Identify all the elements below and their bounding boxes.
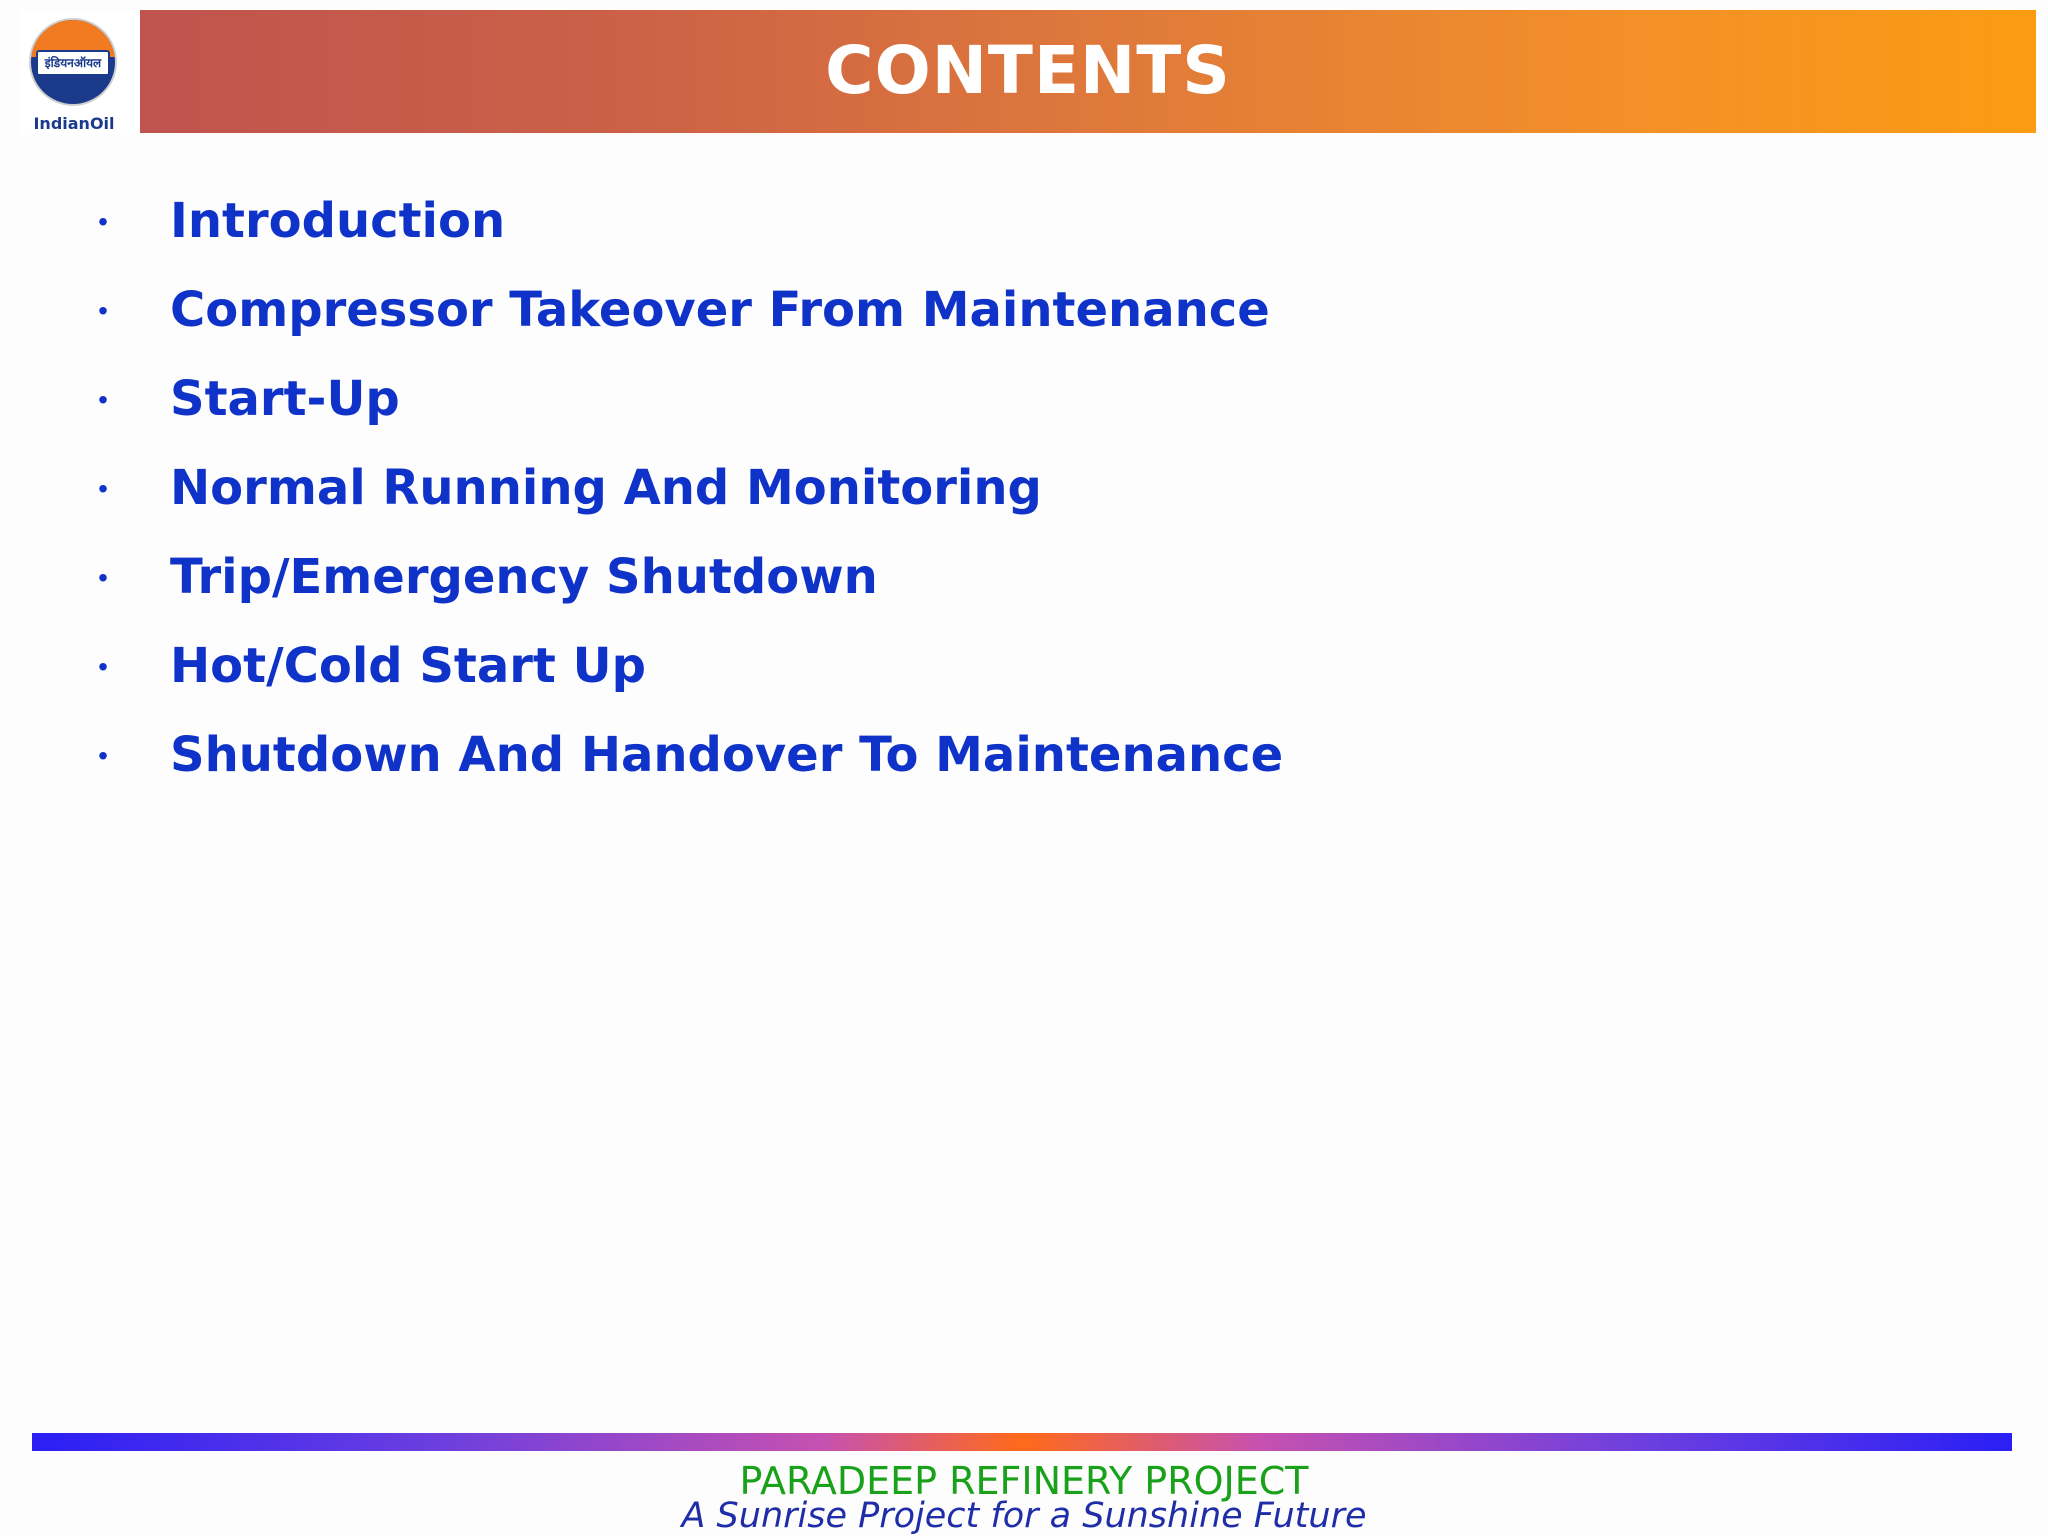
list-item-label: Introduction bbox=[170, 193, 506, 249]
list-item bbox=[0, 541, 1400, 621]
bullet-icon: • bbox=[98, 384, 108, 415]
logo-brand-text: IndianOil bbox=[33, 114, 115, 133]
list-item-label: Hot/Cold Start Up bbox=[170, 638, 646, 694]
list-item-label: Compressor Takeover From Maintenance bbox=[170, 282, 1270, 338]
list-item bbox=[0, 452, 1400, 532]
bullet-icon: • bbox=[98, 206, 108, 237]
bullet-icon: • bbox=[98, 562, 108, 593]
footer-tagline: A Sunrise Project for a Sunshine Future bbox=[681, 1496, 1367, 1536]
bullet-icon: • bbox=[98, 473, 108, 504]
slide-title: CONTENTS bbox=[825, 32, 1231, 109]
list-item bbox=[0, 363, 1400, 443]
list-item-label: Start-Up bbox=[170, 371, 400, 427]
footer-gradient-divider bbox=[32, 1433, 2012, 1451]
list-item-label: Trip/Emergency Shutdown bbox=[170, 549, 878, 605]
footer-project-name: PARADEEP REFINERY PROJECT bbox=[739, 1459, 1309, 1503]
indianoil-logo bbox=[20, 10, 140, 135]
bullet-icon: • bbox=[98, 651, 108, 682]
bullet-icon: • bbox=[98, 295, 108, 326]
logo-emblem bbox=[31, 20, 115, 104]
list-item bbox=[0, 719, 1400, 799]
list-item bbox=[0, 274, 1400, 354]
list-item-label: Shutdown And Handover To Maintenance bbox=[170, 727, 1284, 783]
list-item bbox=[0, 185, 1400, 265]
list-item bbox=[0, 630, 1400, 710]
header-bar bbox=[20, 10, 2036, 133]
list-item-label: Normal Running And Monitoring bbox=[170, 460, 1042, 516]
logo-hindi-wordmark: इंडियनऑयल bbox=[36, 50, 110, 76]
bullet-icon: • bbox=[98, 740, 108, 771]
